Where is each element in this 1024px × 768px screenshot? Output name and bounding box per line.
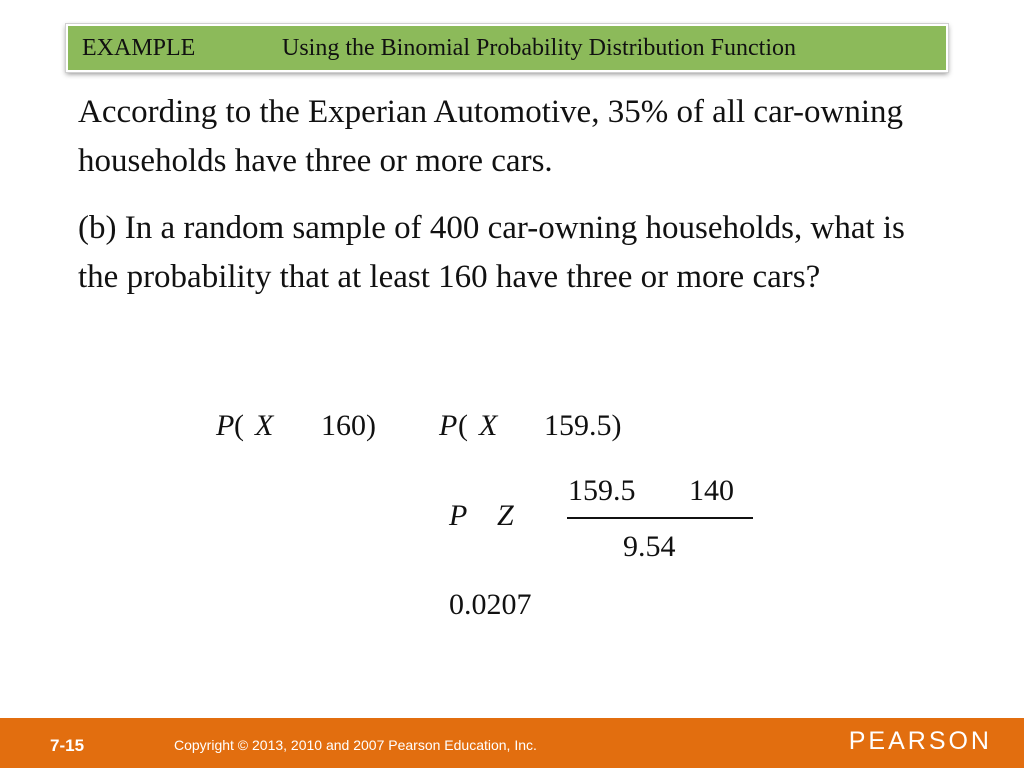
math-l1-open1: (: [234, 409, 244, 442]
math-l1-open2: (: [458, 409, 468, 442]
math-l1-val1: 160): [321, 409, 376, 442]
math-l2-p: P: [449, 499, 468, 532]
math-l3-result: 0.0207: [449, 588, 532, 621]
math-l2-denominator: 9.54: [623, 530, 676, 563]
pearson-logo: PEARSON: [848, 727, 992, 755]
math-l1-val2: 159.5): [544, 409, 622, 442]
problem-statement: According to the Experian Automotive, 35% of all car-owning households have three or more cars.: [78, 94, 904, 179]
math-l1-x2: X: [479, 409, 498, 442]
math-l1-p2: P: [439, 409, 458, 442]
page-number: 7-15: [50, 736, 85, 755]
banner-title: Using the Binomial Probability Distribution Function: [282, 35, 796, 61]
math-l1-p1: P: [216, 409, 235, 442]
question-b: (b) In a random sample of 400 car-owning households, what is the probability that at least 160 have three or more cars?: [78, 210, 905, 295]
math-l1-x1: X: [255, 409, 274, 442]
banner-tag: EXAMPLE: [82, 35, 196, 61]
math-l2-numerator-a: 159.5: [568, 474, 636, 507]
copyright-text: Copyright © 2013, 2010 and 2007 Pearson Education, Inc.: [174, 737, 537, 753]
footer-bar: [0, 718, 1024, 768]
math-l2-numerator-b: 140: [689, 474, 734, 507]
math-l2-z: Z: [497, 499, 514, 532]
fraction-bar: [567, 517, 753, 519]
example-banner: [66, 24, 948, 72]
